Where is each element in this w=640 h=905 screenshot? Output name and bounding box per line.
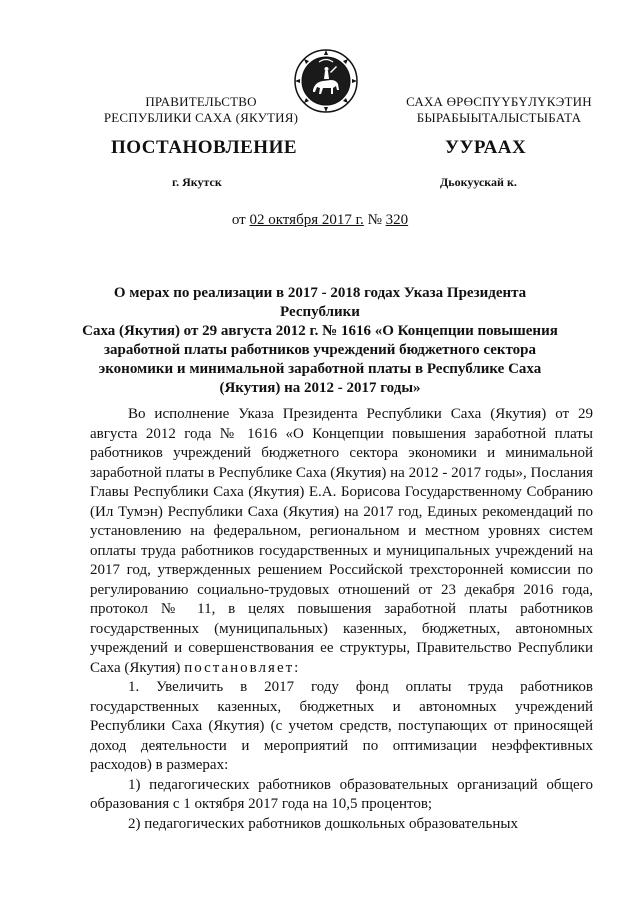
document-date: 02 октября 2017 г. [249,212,364,228]
title-line: экономики и минимальной заработной платы в Республике Саха [98,361,542,377]
date-prefix: от [231,212,246,228]
document-type-left: ПОСТАНОВЛЕНИЕ [111,137,298,158]
org-right-line2: БЫРАБЫЫТАЛЫСТЫБАТА [416,110,582,125]
title-line: Саха (Якутия) от 29 августа 2012 г. № 1616 «О Концепции повышения [82,323,558,339]
intro-paragraph [90,405,593,678]
document-type-right: УУРААХ [445,137,527,158]
title-line: О мерах по реализации в 2017 - 2018 годах Указа Президента Республики [113,285,527,320]
document-body [90,405,593,834]
document-date-number [0,212,640,229]
number-sign: № [367,212,382,228]
issuing-authority-right [384,94,614,126]
org-left-line2: РЕСПУБЛИКИ САХА (ЯКУТИЯ) [103,110,299,125]
org-left-line1: ПРАВИТЕЛЬСТВО [145,94,257,109]
intro-text: Во исполнение Указа Президента Республики Саха (Якутия) от 29 августа 2012 года № 1616 «О Концепции повышения заработной платы работников учреждений бюджетного сектора экономики и минимальной заработной платы в Республике Саха (Якутия) на 2012 - 2017 годы», Послания Главы Республики Саха (Якутия) Е.А. Борисова Государственному Собранию (Ил Тумэн) Республики Саха (Якутия) на 2017 год, Единых рекомендаций по установлению на федеральном, региональном и местном уровнях систем оплаты труда работников государственных и муниципальных учреждений на 2017 год, утвержденных решением Российской трехсторонней комиссии по регулированию социально-трудовых отношений от 23 декабря 2016 года, протокол № 11, в целях повышения заработной платы работников государственных (муниципальных) казенных, бюджетных, автономных учреждений и совершенствования ее структуры, Правительство Республики Саха (Якутия) [90,406,593,676]
city-left: г. Якутск [172,175,222,189]
item-1-2-paragraph: 2) педагогических работников дошкольных образовательных [128,815,518,832]
title-line: (Якутия) на 2012 - 2017 годы» [219,380,421,396]
item-1-paragraph: 1. Увеличить в 2017 году фонд оплаты труда работников государственных казенных, бюджетных и автономных учреждений Республики Саха (Якутия) (с учетом средств, поступающих от приносящей доход деятельности и мероприятий по оптимизации неэффективных расходов) в размерах: [90,679,593,773]
org-right-line1: САХА ӨРӨСПҮҮБҮЛҮКЭТИН [406,94,592,109]
city-right: Дьокуускай к. [440,175,517,189]
document-number: 320 [385,212,409,228]
title-line: заработной платы работников учреждений бюджетного сектора [103,342,537,358]
decree-word: постановляет: [184,659,301,676]
issuing-authority-left [96,94,306,126]
document-title [80,284,560,398]
item-1-1-paragraph: 1) педагогических работников образовательных организаций общего образования с 1 октября 2017 года на 10,5 процентов; [90,776,593,812]
